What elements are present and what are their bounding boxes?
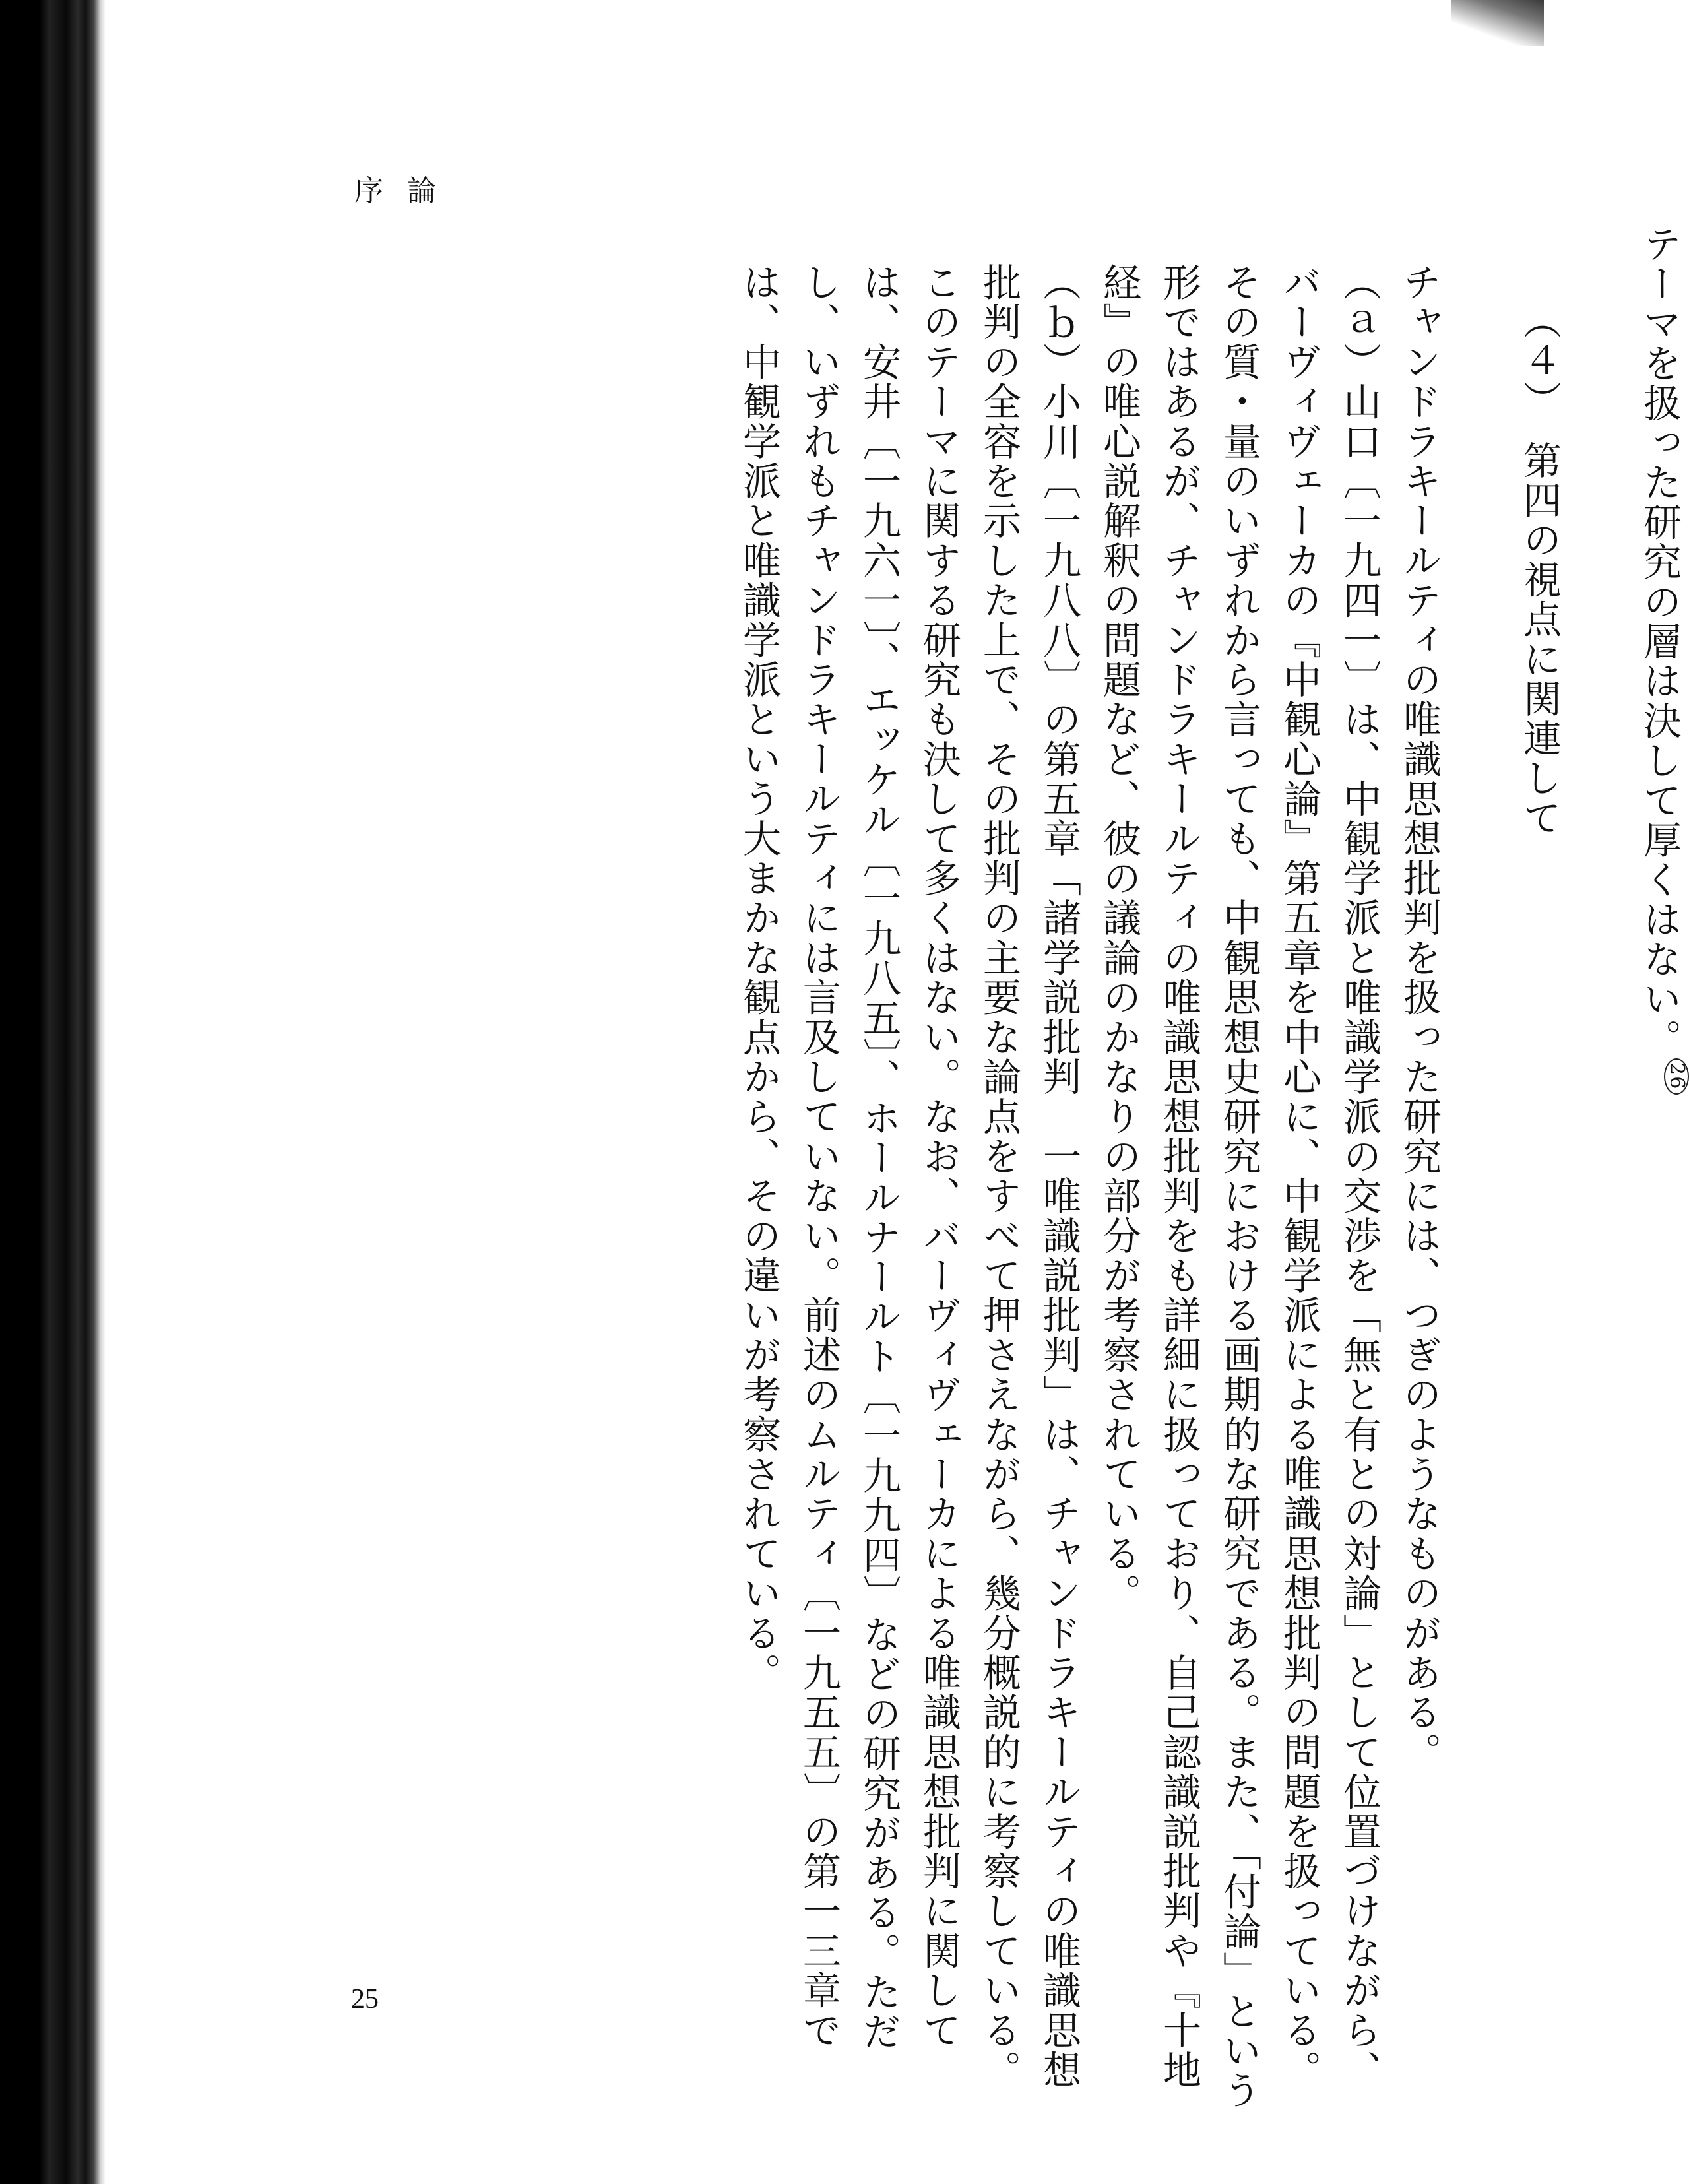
paragraph-1-text: テーマを扱った研究の層は決して厚くはない。 bbox=[1637, 224, 1682, 1059]
binding-shadow bbox=[0, 0, 106, 2184]
paragraph-b: （ｂ）小川〔一九八八〕の第五章「諸学説批判 一唯識説批判」は、チャンドラキールティの唯識思想批判の全容を示した上で、その批判の主要な論点をすべて押さえながら、幾分概説的に考察している。 bbox=[976, 263, 1081, 2090]
section-heading: （４） 第四の視点に関連して bbox=[1517, 301, 1562, 838]
paragraph-a: （ａ）山口〔一九四一〕は、中観学派と唯識学派の交渉を「無と有との対論」として位置づけながら、バーヴィヴェーカの『中観心論』第五章を中心に、中観学派による唯識思想批判の問題を扱っている。その質・量のいずれから言っても、中観思想史研究における画期的な研究である。また、「付論」という形ではあるが、チャンドラキールティの唯識思想批判をも詳細に扱っており、自己認識説批判や『十地経』の唯心説解釈の問題など、彼の議論のかなりの部分が考察されている。 bbox=[1097, 263, 1382, 2111]
body-text bbox=[501, 224, 1689, 2111]
blank-line bbox=[1569, 224, 1629, 2111]
blank-line bbox=[1449, 224, 1509, 2111]
paragraph-intro: チャンドラキールティの唯識思想批判を扱った研究には、つぎのようなものがある。 bbox=[1397, 263, 1442, 1772]
paragraph-summary: このテーマに関する研究も決して多くはない。なお、バーヴィヴェーカによる唯識思想批判に関しては、安井〔一九六一〕、エッケル〔一九八五〕、ホールナールト〔一九九四〕などの研究がある。ただし、いずれもチャンドラキールティには言及していない。前述のムルティ〔一九五五〕の第一三章では、中観学派と唯識学派という大まかな観点から、その違いが考察されている。 bbox=[736, 263, 961, 2052]
footnote-ref[interactable]: 26 bbox=[1664, 1058, 1689, 1095]
page-number: 25 bbox=[351, 1984, 379, 2014]
running-head: 序論 bbox=[354, 174, 460, 208]
paragraph-1 bbox=[1629, 224, 1689, 2111]
scan-corner-shadow bbox=[1451, 0, 1544, 46]
